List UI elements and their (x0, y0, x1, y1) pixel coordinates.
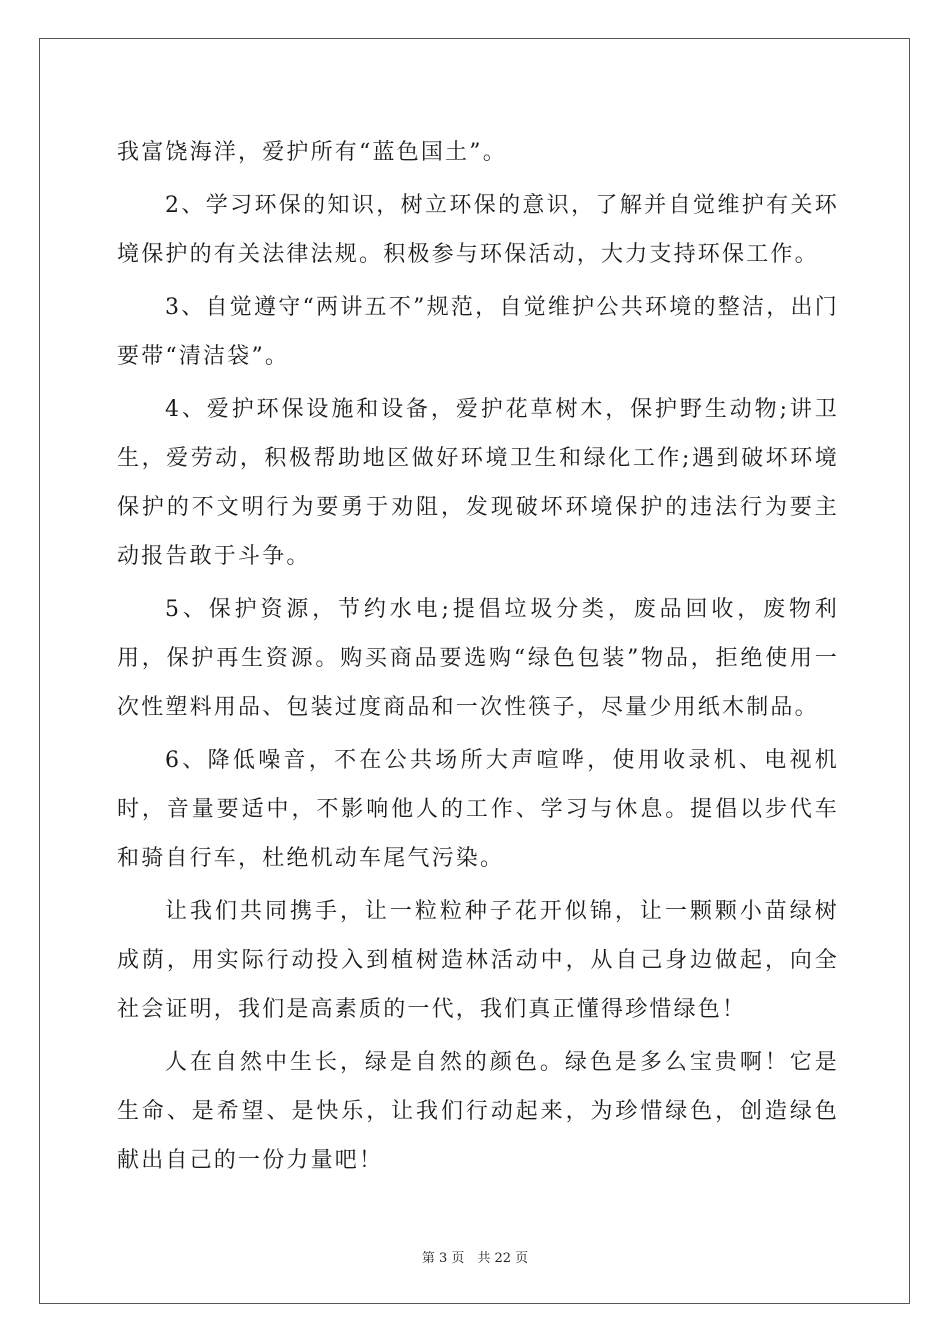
paragraph-8: 人在自然中生长，绿是自然的颜色。绿色是多么宝贵啊！它是生命、是希望、是快乐，让我们行动起来，为珍惜绿色，创造绿色献出自己的一份力量吧！ (117, 1050, 839, 1173)
paragraph-5: 5、保护资源，节约水电;提倡垃圾分类，废品回收，废物利用，保护再生资源。购买商品要选购“绿色包装”物品，拒绝使用一次性塑料用品、包装过度商品和一次性筷子，尽量少用纸木制品。 (117, 597, 839, 720)
paragraph-3: 3、自觉遵守“两讲五不”规范，自觉维护公共环境的整洁，出门要带“清洁袋”。 (117, 295, 839, 369)
paragraph-7: 让我们共同携手，让一粒粒种子花开似锦，让一颗颗小苗绿树成荫，用实际行动投入到植树造林活动中，从自己身边做起，向全社会证明，我们是高素质的一代，我们真正懂得珍惜绿色！ (117, 899, 839, 1022)
paragraph-1: 我富饶海洋，爱护所有“蓝色国土”。 (117, 140, 507, 165)
paragraph-4: 4、爱护环保设施和设备，爱护花草树木，保护野生动物;讲卫生，爱劳动，积极帮助地区做好环境卫生和绿化工作;遇到破坏环境保护的不文明行为要勇于劝阻，发现破坏环境保护的违法行为要主动报告敢于斗争。 (117, 397, 839, 569)
page-number-footer: 第 3 页 共 22 页 (421, 1251, 529, 1266)
document-body (117, 128, 839, 1189)
paragraph-6: 6、降低噪音，不在公共场所大声喧哗，使用收录机、电视机时，音量要适中，不影响他人的工作、学习与休息。提倡以步代车和骑自行车，杜绝机动车尾气污染。 (117, 748, 839, 871)
paragraph-2: 2、学习环保的知识，树立环保的意识，了解并自觉维护有关环境保护的有关法律法规。积极参与环保活动，大力支持环保工作。 (117, 193, 839, 267)
